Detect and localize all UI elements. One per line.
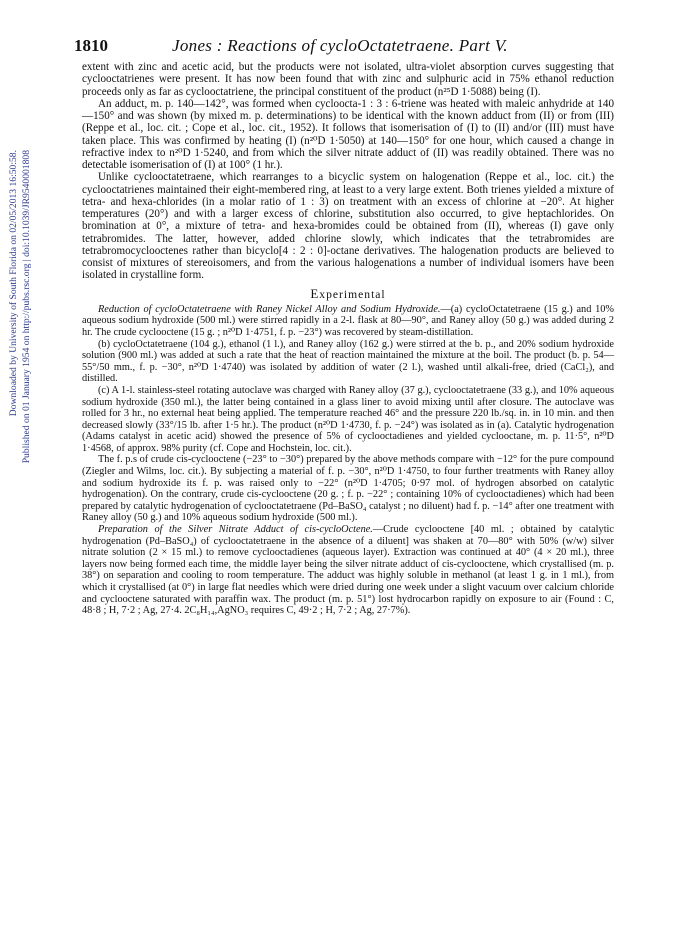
experimental-paragraph-b: (b) cycloOctatetraene (104 g.), ethanol (1 l.), and Raney alloy (162 g.) were stirred at the b. p., and 20% sodium hydroxide solution (900 ml.) was added at such a rate that the heat of reaction maintained the mixture at the boil. The product (b. p. 54—55°/50 mm., f. p. −30°, n²⁰D 1·4740) was isolated by addition of water (2 l.), washed until alkali-free, dried (CaCl₂), and distilled. <box>82 338 614 385</box>
page-number: 1810 <box>74 36 108 55</box>
downloaded-notice[interactable]: Downloaded by University of South Florida on 02/05/2013 16:50:58. <box>8 150 19 417</box>
experimental-paragraph-silver <box>82 524 614 617</box>
article-body <box>82 61 614 617</box>
paragraph-reduction-zinc: extent with zinc and acetic acid, but the products were not isolated, ultra-violet absorption curves suggesting that cyclooctatrienes were present. It has now been found that with zinc and sulphuric acid in 75% ethanol reduction proceeds only as far as cyclooctatriene, the principal constituent of the product (n²⁵D 1·5088) being (I). <box>82 61 614 98</box>
published-notice[interactable]: Published on 01 January 1954 on http://pubs.rsc.org | doi:10.1039/JR9540001808 <box>21 150 32 464</box>
paragraph-adduct: An adduct, m. p. 140—142°, was formed when cycloocta-1 : 3 : 6-triene was heated with maleic anhydride at 140—150° and was shown (by mixed m. p. determinations) to be identical with the known adduct from (II) or from (III) (Reppe et al., loc. cit. ; Cope et al., loc. cit., 1952). It follows that isomerisation of (I) to (II) and/or (III) must have taken place. This was confirmed by heating (I) (n²⁰D 1·5050) at 140—150° for one hour, which caused a change in refractive index to n²⁰D 1·5240, and from which the silver nitrate adduct of (II) was readily obtained. There was no detectable isomerisation of (I) at 100° (1 hr.). <box>82 97 614 171</box>
experimental-paragraph-a <box>82 304 614 339</box>
experimental-paragraph-fp: The f. p.s of crude cis-cyclooctene (−23° to −30°) prepared by the above methods compare with −12° for the pure compound (Ziegler and Wilms, loc. cit.). By subjecting a material of f. p. −30°, n²⁰D 1·4750, to four further treatments with Raney alloy and sodium hydroxide its f. p. was raised only to −22° (n²⁰D 1·4705; 0·97 mol. of hydrogen absorbed on catalytic hydrogenation). On the contrary, crude cis-cyclooctene (20 g. ; f. p. −22° ; containing 10% of cyclooctadienes) which had been prepared by catalytic hydrogenation of cyclooctatetraene (Pd–BaSO₄ catalyst ; no diluent) had f. p. −14° after one treatment with Raney alloy (50 g.) and 10% aqueous sodium hydroxide (500 ml.). <box>82 454 614 524</box>
running-title: Jones : Reactions of cycloOctatetraene. Part V. <box>172 36 508 55</box>
running-header <box>74 36 614 58</box>
paragraph-halogenation: Unlike cyclooctatetraene, which rearranges to a bicyclic system on halogenation (Reppe et al., loc. cit.) the cyclooctatrienes maintained their eight-membered ring, at least to a very large extent. Both trienes yielded a mixture of tetra- and hexa-chlorides (in a molar ratio of 1 : 3) on treatment with an excess of chlorine at −20°. At higher temperatures (20°) and with a larger excess of chlorine, substitution also occurred, to give heptachlorides. On bromination at 0°, a mixture of tetra- and hexa-bromides could be obtained from (II), whereas (I) gave only tetrabromides. The latter, however, added chlorine slowly, which indicates that the tetrabromides are tetrabromocyclooctenes rather than bicyclo[4 : 2 : 0]-octane derivatives. The halogenation products are believed to consist of mixtures of stereoisomers, and from the various halogenations a number of individual isomers have been isolated in crystalline form. <box>82 171 614 282</box>
experimental-text-silver: —Crude cyclooctene [40 ml. ; obtained by catalytic hydrogenation (Pd–BaSO₄) of cyclooctatetraene in the absence of a diluent] was shaken at 70—80° with 50% (w/w) silver nitrate solution (2 × 15 ml.) to remove cyclooctadienes (aqueous layer). Extraction was continued at 40° (4 × 20 ml.), three layers now being formed each time, the middle layer being the silver nitrate adduct of cis-cyclooctene, which crystallised (m. p. 38°) on separation and cooling to room temperature. The adduct was highly soluble in methanol (at least 1 g. in 1 ml.), from which it crystallised (at 0°) in large flat needles which were dried during one week under a slight vacuum over calcium chloride and cyclooctene saturated with paraffin wax. The product (m. p. 51°) lost hydrocarbon rapidly on exposure to air (Found : C, 48·8 ; H, 7·2 ; Ag, 27·4. 2C₈H₁₄,AgNO₃ requires C, 49·2 ; H, 7·2 ; Ag, 27·7%). <box>82 524 614 617</box>
experimental-text-a: —(a) cycloOctatetraene (15 g.) and 10% aqueous sodium hydroxide (500 ml.) were stirred rapidly in a 2-l. flask at 80—90°, and Raney alloy (50 g.) was added during 2 hr. The crude cyclooctene (15 g. ; n²⁰D 1·4751, f. p. −23°) was recovered by steam-distillation. <box>82 303 615 338</box>
download-watermark <box>6 150 36 750</box>
section-heading-experimental: Experimental <box>310 285 386 301</box>
experimental-title-reduction: Reduction of cycloOctatetraene with Raney Nickel Alloy and Sodium Hydroxide. <box>98 303 441 315</box>
experimental-paragraph-c: (c) A 1-l. stainless-steel rotating autoclave was charged with Raney alloy (37 g.), cyclooctatetraene (33 g.), and 10% aqueous sodium hydroxide (350 ml.), the latter being contained in a glass liner to avoid mixing until after closure. The autoclave was rolled for 3 hr., no external heat being applied. The temperature reached 46° and the pressure 220 lb./sq. in. in 10 min. and then decreased slowly (33°/15 lb. after 1·5 hr.). The product (n²⁰D 1·4730, f. p. −24°) was isolated as in (a). Catalytic hydrogenation (Adams catalyst in acetic acid) showed the presence of 5% of cyclooctadienes and yielded cyclooctane, m. p. 11·5°, n²⁰D 1·4568, of approx. 98% purity (cf. Cope and Hochstein, loc. cit.). <box>82 384 614 454</box>
experimental-title-silver-adduct: Preparation of the Silver Nitrate Adduct of cis-cycloOctene. <box>98 524 373 536</box>
